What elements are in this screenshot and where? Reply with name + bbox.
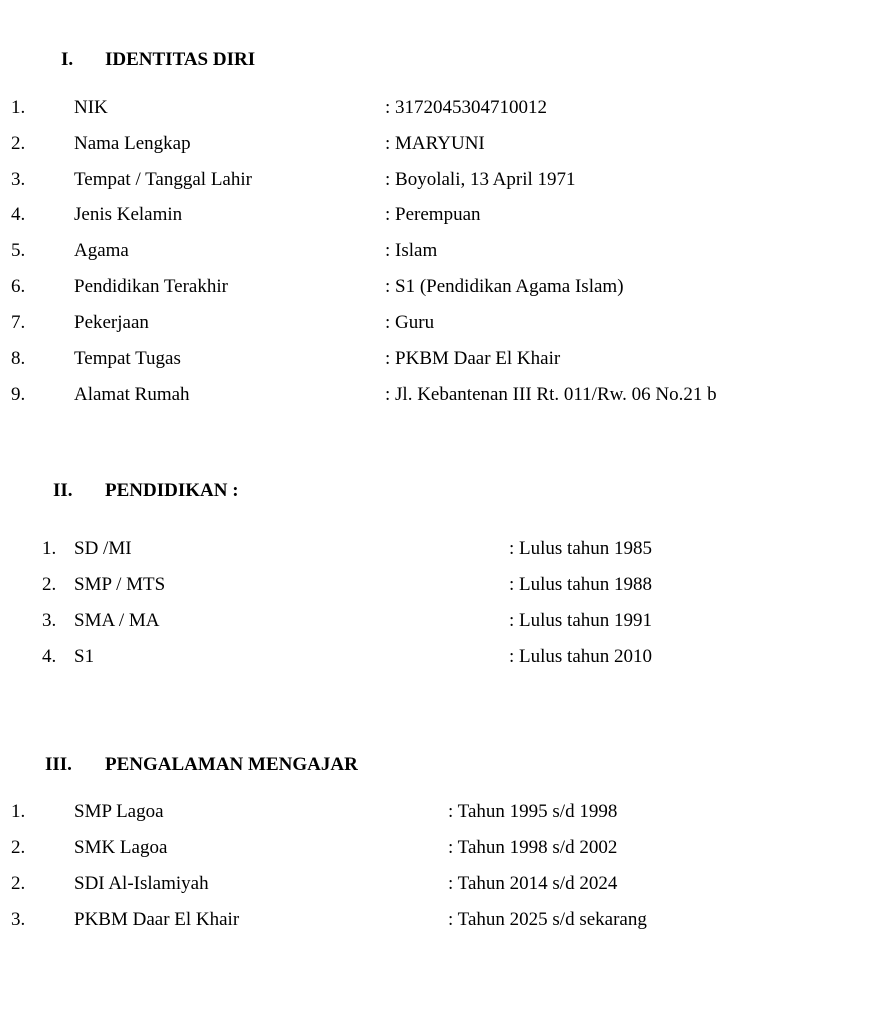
item-value: : Guru — [385, 312, 435, 333]
item-value: : Lulus tahun 2010 — [509, 646, 653, 667]
item-value: : Lulus tahun 1985 — [509, 538, 653, 559]
item-number: 3. — [42, 610, 57, 631]
item-number: 1. — [11, 801, 26, 822]
item-value: : MARYUNI — [385, 133, 485, 154]
item-number: 2. — [42, 574, 57, 595]
item-value: : Islam — [385, 240, 438, 261]
item-value: : Tahun 2014 s/d 2024 — [448, 873, 618, 894]
item-label: NIK — [74, 97, 108, 118]
item-label: Pekerjaan — [74, 312, 149, 333]
item-label: PKBM Daar El Khair — [74, 909, 240, 930]
item-label: SDI Al-Islamiyah — [74, 873, 209, 894]
section-2-numeral: II. — [53, 480, 73, 501]
item-number: 8. — [11, 348, 26, 369]
item-label: SMP Lagoa — [74, 801, 164, 822]
item-number: 2. — [11, 133, 26, 154]
item-label: Jenis Kelamin — [74, 204, 183, 225]
section-3-numeral: III. — [45, 754, 72, 775]
item-number: 2. — [11, 873, 26, 894]
item-number: 5. — [11, 240, 26, 261]
item-label: SMK Lagoa — [74, 837, 168, 858]
item-label: Tempat / Tanggal Lahir — [74, 169, 252, 190]
item-value: : Tahun 1998 s/d 2002 — [448, 837, 618, 858]
item-value: : Tahun 2025 s/d sekarang — [448, 909, 647, 930]
item-label: S1 — [74, 646, 95, 667]
item-number: 1. — [11, 97, 26, 118]
item-label: Tempat Tugas — [74, 348, 181, 369]
item-label: SD /MI — [74, 538, 132, 559]
item-value: : S1 (Pendidikan Agama Islam) — [385, 276, 624, 297]
section-3-title: PENGALAMAN MENGAJAR — [105, 754, 358, 775]
item-label: Pendidikan Terakhir — [74, 276, 228, 297]
item-number: 4. — [11, 204, 26, 225]
item-value: : Jl. Kebantenan III Rt. 011/Rw. 06 No.21 b — [385, 384, 717, 405]
item-label: SMA / MA — [74, 610, 160, 631]
item-label: Nama Lengkap — [74, 133, 191, 154]
section-2-title: PENDIDIKAN : — [105, 480, 239, 501]
item-value: : Boyolali, 13 April 1971 — [385, 169, 576, 190]
item-number: 3. — [11, 169, 26, 190]
item-label: SMP / MTS — [74, 574, 166, 595]
item-value: : Lulus tahun 1988 — [509, 574, 653, 595]
item-number: 1. — [42, 538, 57, 559]
item-value: : 3172045304710012 — [385, 97, 548, 118]
section-1-numeral: I. — [61, 49, 74, 70]
item-value: : Lulus tahun 1991 — [509, 610, 653, 631]
item-label: Alamat Rumah — [74, 384, 190, 405]
item-value: : Tahun 1995 s/d 1998 — [448, 801, 618, 822]
item-number: 7. — [11, 312, 26, 333]
item-value: : PKBM Daar El Khair — [385, 348, 561, 369]
item-number: 6. — [11, 276, 26, 297]
item-number: 4. — [42, 646, 57, 667]
item-label: Agama — [74, 240, 129, 261]
section-1-title: IDENTITAS DIRI — [105, 49, 256, 70]
item-value: : Perempuan — [385, 204, 481, 225]
item-number: 2. — [11, 837, 26, 858]
item-number: 3. — [11, 909, 26, 930]
item-number: 9. — [11, 384, 26, 405]
